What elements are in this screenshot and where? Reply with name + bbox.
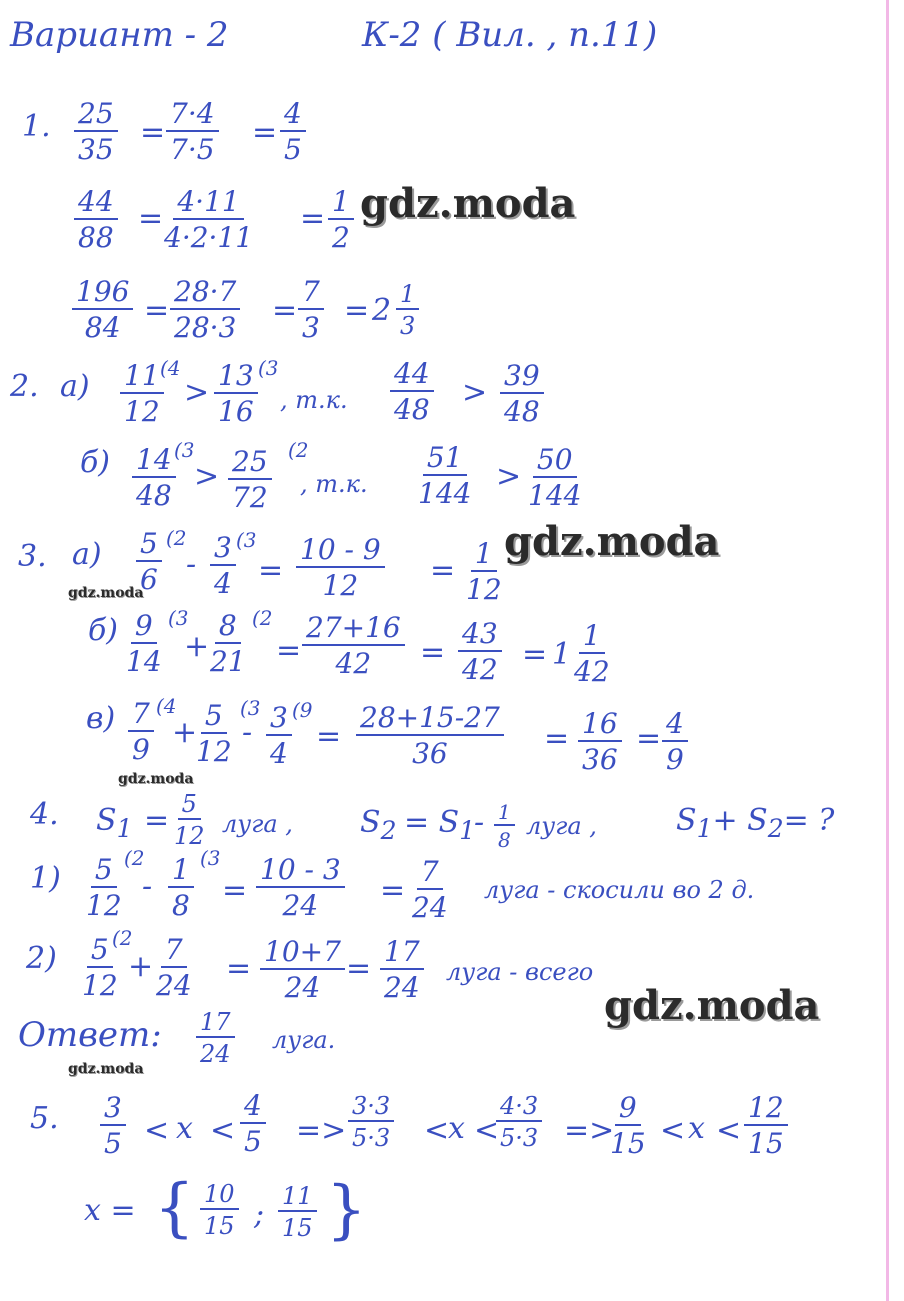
task2b-label: б) bbox=[80, 445, 111, 480]
t5-x2: x bbox=[448, 1111, 465, 1146]
denominator: 14 bbox=[126, 645, 162, 678]
denominator: 12 bbox=[82, 969, 118, 1002]
denominator: 48 bbox=[136, 479, 172, 512]
denominator: 144 bbox=[418, 477, 472, 510]
t1r1-frac1 bbox=[74, 97, 118, 166]
t3c-eq3: = bbox=[636, 721, 662, 756]
t3c-mult3: (9 bbox=[292, 698, 313, 722]
denominator: 4 bbox=[214, 567, 232, 600]
denominator: 24 bbox=[284, 971, 321, 1004]
denominator: 8 bbox=[172, 889, 190, 922]
t4s1-eq: = bbox=[222, 873, 248, 908]
denominator: 72 bbox=[232, 481, 268, 514]
numerator: 4 bbox=[240, 1092, 266, 1124]
denominator: 88 bbox=[78, 221, 114, 254]
denominator: 42 bbox=[335, 647, 372, 680]
watermark-large: gdz.moda bbox=[504, 518, 720, 565]
subscript: 1 bbox=[116, 814, 133, 843]
numerator: 4 bbox=[662, 710, 688, 742]
t3c-frac3 bbox=[266, 701, 292, 770]
t4s2-eq: = bbox=[226, 951, 252, 986]
t5-set-frac1 bbox=[200, 1182, 239, 1238]
t1r3-eq3: = bbox=[344, 293, 370, 328]
task1-number: 1. bbox=[22, 109, 51, 144]
t4s1-mult1: (2 bbox=[124, 846, 145, 870]
task3-number: 3. bbox=[18, 539, 47, 574]
t5-arrow2: => bbox=[564, 1113, 615, 1148]
t3b-frac4 bbox=[458, 617, 502, 686]
watermark-large: gdz.moda bbox=[360, 180, 576, 227]
t3a-frac4 bbox=[466, 537, 502, 606]
denominator: 24 bbox=[282, 889, 319, 922]
numerator: 196 bbox=[72, 278, 133, 310]
t5-lt4: < bbox=[474, 1113, 500, 1148]
t4s2-mult1: (2 bbox=[112, 926, 133, 950]
t3c-frac5 bbox=[578, 707, 622, 776]
t5-frac1 bbox=[100, 1091, 126, 1160]
variant-title: Вариант - 2 bbox=[10, 15, 229, 55]
task3a-label: а) bbox=[72, 537, 102, 572]
t2a-frac2 bbox=[214, 359, 258, 428]
t5-set-open: { bbox=[154, 1171, 195, 1245]
t3a-mult1: (2 bbox=[166, 526, 187, 550]
denominator: 36 bbox=[412, 737, 448, 770]
numerator: 3 bbox=[266, 704, 292, 736]
t4-step2-label: 2) bbox=[26, 941, 57, 976]
t3c-mult2: (3 bbox=[240, 696, 261, 720]
t2b-word: , т.к. bbox=[300, 470, 368, 498]
t5-set-frac2 bbox=[278, 1184, 317, 1240]
numerator: 44 bbox=[390, 360, 434, 392]
denominator: 4 bbox=[270, 737, 288, 770]
numerator: 4·3 bbox=[496, 1094, 542, 1122]
t3b-mult2: (2 bbox=[252, 606, 273, 630]
denominator: 2 bbox=[332, 221, 350, 254]
t4s1-text: луга - скосили во 2 д. bbox=[484, 876, 755, 904]
t5-frac4 bbox=[496, 1094, 542, 1150]
t5-lt6: < bbox=[716, 1113, 742, 1148]
t5-set-sep: ; bbox=[254, 1197, 265, 1232]
numerator: 5 bbox=[91, 856, 117, 888]
denominator: 3 bbox=[400, 312, 416, 340]
t3a-eq2: = bbox=[430, 553, 456, 588]
numerator: 3 bbox=[210, 534, 236, 566]
denominator: 8 bbox=[498, 828, 511, 852]
answer-frac bbox=[196, 1010, 235, 1066]
numerator: 7 bbox=[128, 700, 154, 732]
denominator: 15 bbox=[204, 1212, 235, 1240]
s-symbol: S bbox=[360, 805, 381, 840]
t3b-mixed-whole: 1 bbox=[552, 637, 572, 672]
t2a-gt2: > bbox=[462, 375, 488, 410]
numerator: 10 bbox=[200, 1182, 239, 1210]
t2a-word: , т.к. bbox=[280, 386, 348, 414]
t4s2-frac3 bbox=[260, 935, 345, 1004]
t4s2-frac4 bbox=[380, 935, 424, 1004]
denominator: 4·2·11 bbox=[164, 221, 254, 254]
test-reference: К-2 ( Вил. , п.11) bbox=[362, 15, 658, 55]
denominator: 12 bbox=[174, 822, 205, 850]
t1r3-eq2: = bbox=[272, 293, 298, 328]
t3c-frac4 bbox=[356, 701, 504, 770]
numerator: 7 bbox=[417, 858, 443, 890]
denominator: 12 bbox=[322, 569, 359, 602]
t4-given1 bbox=[96, 803, 133, 843]
t1r2-frac2 bbox=[164, 185, 254, 254]
numerator: 1 bbox=[396, 282, 419, 310]
denominator: 42 bbox=[574, 655, 610, 688]
numerator: 51 bbox=[423, 444, 467, 476]
t4s2-text: луга - всего bbox=[446, 958, 594, 986]
task2a-label: а) bbox=[60, 369, 90, 404]
t4s1-frac2 bbox=[168, 853, 194, 922]
t3a-op: - bbox=[186, 547, 197, 582]
t3b-op: + bbox=[184, 629, 210, 664]
denominator: 5 bbox=[244, 1125, 262, 1158]
t1r1-eq2: = bbox=[252, 115, 278, 150]
t1r2-frac3 bbox=[328, 185, 354, 254]
t4s1-mult2: (3 bbox=[200, 846, 221, 870]
denominator: 16 bbox=[218, 395, 254, 428]
task5-number: 5. bbox=[30, 1101, 59, 1136]
t3c-frac1 bbox=[128, 697, 154, 766]
t2a-mult2: (3 bbox=[258, 356, 279, 380]
denominator: 15 bbox=[748, 1127, 784, 1160]
t4-given2-unit: луга , bbox=[526, 812, 597, 840]
task3c-label: в) bbox=[86, 701, 116, 736]
numerator: 8 bbox=[215, 612, 241, 644]
denominator: 24 bbox=[156, 969, 192, 1002]
t2b-frac1 bbox=[132, 443, 176, 512]
t3c-frac6 bbox=[662, 707, 688, 776]
t4-given2-frac bbox=[494, 802, 515, 850]
denominator: 5 bbox=[284, 133, 302, 166]
t4s2-frac2 bbox=[156, 933, 192, 1002]
t1r3-mixed-frac bbox=[396, 282, 419, 338]
t1r3-eq1: = bbox=[144, 293, 170, 328]
numerator: 10 - 3 bbox=[256, 856, 345, 888]
denominator: 9 bbox=[132, 733, 150, 766]
t1r2-frac1 bbox=[74, 185, 118, 254]
numerator: 13 bbox=[214, 362, 258, 394]
t3b-mixed-frac bbox=[574, 619, 610, 688]
t2b-gt2: > bbox=[496, 459, 522, 494]
t4s2-eq2: = bbox=[346, 951, 372, 986]
denominator: 48 bbox=[394, 393, 430, 426]
denominator: 12 bbox=[124, 395, 160, 428]
t4-given2 bbox=[360, 805, 397, 845]
t2a-frac1 bbox=[120, 359, 164, 428]
t4s2-op: + bbox=[128, 949, 154, 984]
t1r3-frac2 bbox=[170, 275, 240, 344]
numerator: 9 bbox=[131, 612, 157, 644]
t1r2-eq2: = bbox=[300, 201, 326, 236]
denominator: 12 bbox=[196, 735, 232, 768]
t5-set-lhs: x = bbox=[84, 1193, 136, 1228]
subscript: 1 bbox=[459, 816, 476, 845]
numerator: 1 bbox=[471, 540, 497, 572]
subscript: 1 bbox=[696, 814, 713, 843]
denominator: 5·3 bbox=[352, 1124, 391, 1152]
t1r3-mixed-whole: 2 bbox=[372, 293, 392, 328]
numerator: 3·3 bbox=[348, 1094, 394, 1122]
numerator: 10+7 bbox=[260, 938, 345, 970]
t1r1-frac3 bbox=[280, 97, 306, 166]
t2b-mult1: (3 bbox=[174, 438, 195, 462]
numerator: 1 bbox=[579, 622, 605, 654]
t1r3-frac1 bbox=[72, 275, 133, 344]
t2b-mult2: (2 bbox=[288, 438, 309, 462]
t3b-eq: = bbox=[276, 633, 302, 668]
t3c-eq2: = bbox=[544, 721, 570, 756]
numerator: 27+16 bbox=[302, 614, 405, 646]
numerator: 7·4 bbox=[166, 100, 219, 132]
numerator: 11 bbox=[278, 1184, 317, 1212]
numerator: 1 bbox=[168, 856, 194, 888]
t5-x1: x bbox=[176, 1111, 193, 1146]
t3a-mult2: (3 bbox=[236, 528, 257, 552]
t5-x3: x bbox=[688, 1111, 705, 1146]
t4-given-unit: луга , bbox=[222, 810, 293, 838]
numerator: 44 bbox=[74, 188, 118, 220]
numerator: 3 bbox=[100, 1094, 126, 1126]
t4-step1-label: 1) bbox=[30, 861, 61, 896]
denominator: 48 bbox=[504, 395, 540, 428]
t4-given2-rhs bbox=[404, 805, 476, 845]
t4s1-op: - bbox=[142, 869, 153, 904]
numerator: 43 bbox=[458, 620, 502, 652]
t3c-frac2 bbox=[196, 699, 232, 768]
t4s1-frac1 bbox=[86, 853, 122, 922]
numerator: 7 bbox=[161, 936, 187, 968]
t5-lt2: < bbox=[210, 1113, 236, 1148]
numerator: 7 bbox=[298, 278, 324, 310]
question-tail: = ? bbox=[783, 803, 835, 838]
t3b-frac3 bbox=[302, 611, 405, 680]
numerator: 17 bbox=[196, 1010, 235, 1038]
t2b-frac4 bbox=[528, 443, 582, 512]
watermark-large: gdz.moda bbox=[604, 982, 820, 1029]
t5-set-close: } bbox=[326, 1173, 367, 1247]
t5-arrow1: => bbox=[296, 1113, 347, 1148]
watermark-small: gdz.moda bbox=[118, 771, 194, 787]
numerator: 10 - 9 bbox=[296, 536, 385, 568]
denominator: 12 bbox=[466, 573, 502, 606]
t5-frac2 bbox=[240, 1089, 266, 1158]
denominator: 84 bbox=[84, 311, 121, 344]
t3a-frac2 bbox=[210, 531, 236, 600]
t2b-frac3 bbox=[418, 441, 472, 510]
denominator: 3 bbox=[302, 311, 320, 344]
numerator: 28+15-27 bbox=[356, 704, 504, 736]
denominator: 9 bbox=[666, 743, 684, 776]
t5-lt5: < bbox=[660, 1113, 686, 1148]
numerator: 17 bbox=[380, 938, 424, 970]
numerator: 4 bbox=[280, 100, 306, 132]
numerator: 11 bbox=[120, 362, 164, 394]
t4-given-eq: = bbox=[144, 803, 170, 838]
answer-unit: луга. bbox=[272, 1026, 336, 1054]
t2b-gt: > bbox=[194, 459, 220, 494]
denominator: 42 bbox=[462, 653, 498, 686]
t1r3-frac3 bbox=[298, 275, 324, 344]
numerator: 28·7 bbox=[170, 278, 240, 310]
numerator: 12 bbox=[744, 1094, 788, 1126]
denominator: 21 bbox=[210, 645, 246, 678]
t4s1-eq2: = bbox=[380, 873, 406, 908]
watermark-small: gdz.moda bbox=[68, 1061, 144, 1077]
t5-frac5 bbox=[610, 1091, 646, 1160]
t5-frac6 bbox=[744, 1091, 788, 1160]
denominator: 7·5 bbox=[170, 133, 215, 166]
t2a-frac4 bbox=[500, 359, 544, 428]
t2a-gt: > bbox=[184, 375, 210, 410]
denominator: 28·3 bbox=[174, 311, 237, 344]
s-symbol: S bbox=[676, 803, 697, 838]
t3c-op2: - bbox=[242, 715, 253, 750]
denominator: 15 bbox=[610, 1127, 646, 1160]
numerator: 16 bbox=[578, 710, 622, 742]
t5-frac3 bbox=[348, 1094, 394, 1150]
t2b-frac2 bbox=[228, 445, 272, 514]
denominator: 24 bbox=[412, 891, 448, 924]
t1r2-eq1: = bbox=[138, 201, 164, 236]
t4s1-frac3 bbox=[256, 853, 345, 922]
denominator: 36 bbox=[582, 743, 618, 776]
numerator: 9 bbox=[615, 1094, 641, 1126]
t3b-eq2: = bbox=[420, 635, 446, 670]
denominator: 24 bbox=[384, 971, 420, 1004]
denominator: 15 bbox=[282, 1214, 313, 1242]
numerator: 5 bbox=[178, 792, 201, 820]
denominator: 5·3 bbox=[500, 1124, 539, 1152]
t3b-frac2 bbox=[210, 609, 246, 678]
numerator: 1 bbox=[494, 802, 515, 826]
numerator: 50 bbox=[533, 446, 577, 478]
s-symbol: S bbox=[96, 803, 117, 838]
t4s1-frac4 bbox=[412, 855, 448, 924]
denominator: 144 bbox=[528, 479, 582, 512]
t1r1-eq1: = bbox=[140, 115, 166, 150]
t3c-op1: + bbox=[172, 715, 198, 750]
subscript: 2 bbox=[767, 814, 784, 843]
numerator: 25 bbox=[228, 448, 272, 480]
t4-question bbox=[676, 803, 835, 843]
t3b-eq3: = bbox=[522, 637, 548, 672]
numerator: 5 bbox=[201, 702, 227, 734]
t4-given2-minus: - bbox=[474, 805, 485, 840]
numerator: 4·11 bbox=[173, 188, 243, 220]
denominator: 12 bbox=[86, 889, 122, 922]
task4-number: 4. bbox=[30, 797, 59, 832]
t1r1-frac2 bbox=[166, 97, 219, 166]
task3b-label: б) bbox=[88, 613, 119, 648]
task2-number: 2. bbox=[10, 369, 39, 404]
answer-label: Ответ: bbox=[18, 1015, 162, 1055]
t5-lt3: < bbox=[424, 1113, 450, 1148]
rhs-text: = S bbox=[404, 805, 460, 840]
numerator: 39 bbox=[500, 362, 544, 394]
t3a-frac3 bbox=[296, 533, 385, 602]
numerator: 5 bbox=[136, 530, 162, 562]
t3b-mult1: (3 bbox=[168, 606, 189, 630]
t3a-eq: = bbox=[258, 553, 284, 588]
denominator: 24 bbox=[200, 1040, 231, 1068]
page-edge-line bbox=[886, 0, 889, 1301]
t3c-eq: = bbox=[316, 719, 342, 754]
t4-given-frac bbox=[174, 792, 205, 848]
t2a-mult1: (4 bbox=[160, 356, 181, 380]
plus-s: + S bbox=[712, 803, 768, 838]
t5-lt1: < bbox=[144, 1113, 170, 1148]
t3c-mult1: (4 bbox=[156, 694, 177, 718]
watermark-small: gdz.moda bbox=[68, 585, 144, 601]
denominator: 6 bbox=[140, 563, 158, 596]
numerator: 1 bbox=[328, 188, 354, 220]
t2a-frac3 bbox=[390, 357, 434, 426]
numerator: 14 bbox=[132, 446, 176, 478]
numerator: 25 bbox=[74, 100, 118, 132]
denominator: 35 bbox=[78, 133, 114, 166]
denominator: 5 bbox=[104, 1127, 122, 1160]
subscript: 2 bbox=[380, 816, 397, 845]
t3b-frac1 bbox=[126, 609, 162, 678]
numerator: 5 bbox=[87, 936, 113, 968]
